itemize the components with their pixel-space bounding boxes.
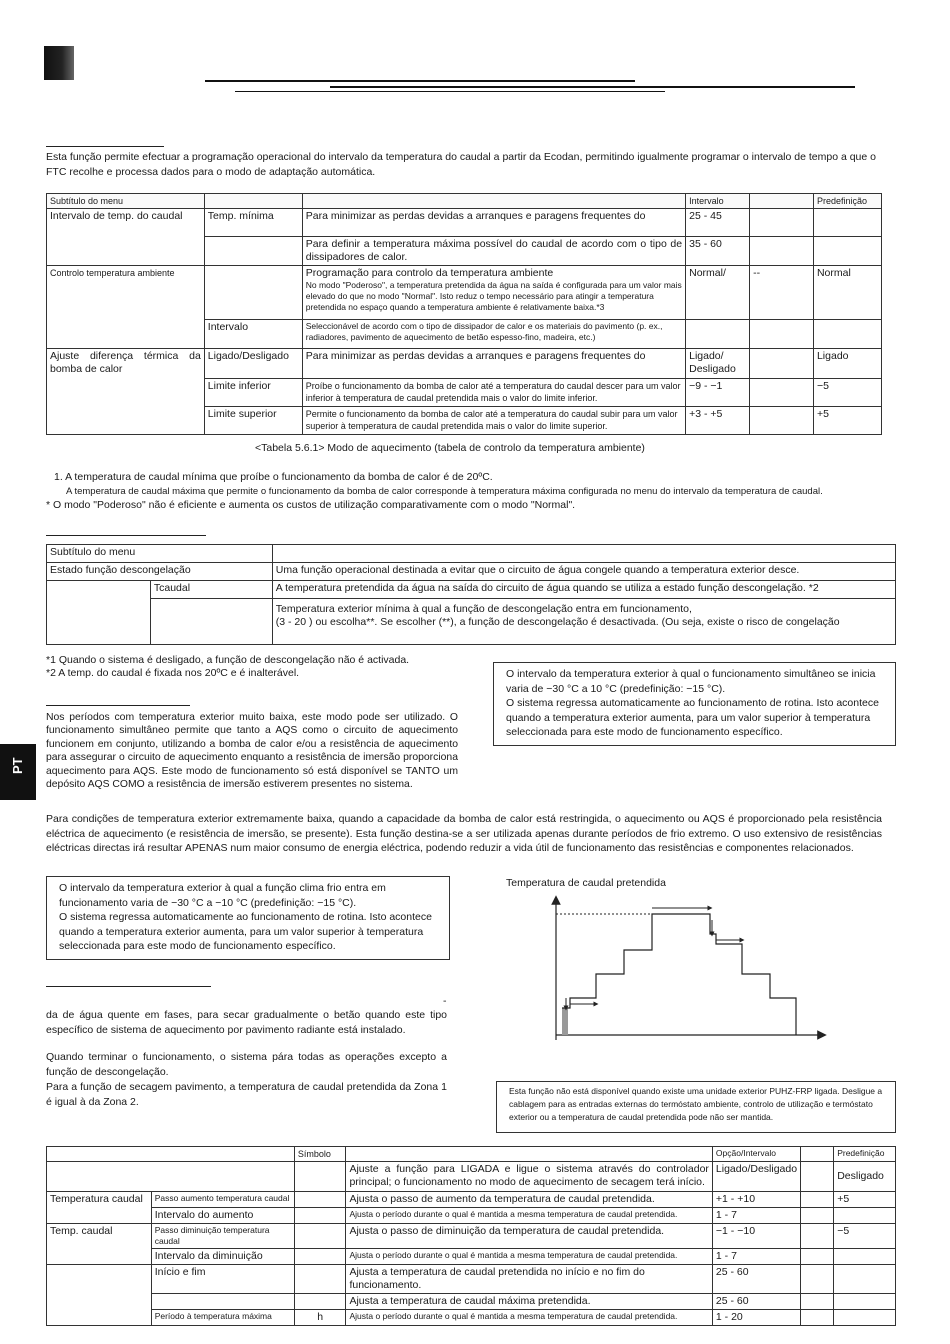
table-cell: Desligado — [834, 1162, 896, 1192]
table-cell — [834, 1208, 896, 1224]
table-cell: Para minimizar as perdas devidas a arranques e paragens frequentes do — [302, 349, 685, 379]
table-cell: +5 — [834, 1192, 896, 1208]
table-cell: 1 - 7 — [712, 1249, 800, 1265]
table-cell — [801, 1265, 834, 1294]
table-cell — [294, 1265, 346, 1294]
table-cell: +5 — [813, 407, 881, 435]
sec5-text-1: da de água quente em fases, para secar gradualmente o betão quando este tipo específico de sistema de aquecimento por pavimento radiante está instalado. — [46, 1009, 447, 1036]
table-cell: Ligado/Desligado — [712, 1162, 800, 1192]
table-cell: Ajusta o passo de diminuição da temperatura de caudal pretendida. — [346, 1224, 712, 1249]
table-cell — [47, 1162, 295, 1192]
table-cell: −1 - −10 — [712, 1224, 800, 1249]
cell-text: Temperatura exterior mínima à qual a função de descongelação entra em funcionamento, — [275, 603, 692, 615]
table-cell — [834, 1265, 896, 1294]
table-cell — [813, 320, 881, 349]
table-cell: Ligado/ Desligado — [686, 349, 750, 379]
table-cell — [686, 320, 750, 349]
flow-temp-table — [46, 193, 882, 435]
table-cell: Intervalo de temp. do caudal — [47, 209, 205, 266]
table-cell — [151, 1294, 294, 1310]
table-cell: Normal — [813, 266, 881, 320]
sec5-dash: - — [443, 995, 447, 1007]
table-cell: Para minimizar as perdas devidas a arranques e paragens frequentes do — [302, 209, 685, 237]
table-cell — [813, 209, 881, 237]
table-cell: Ajusta a temperatura de caudal máxima pretendida. — [346, 1294, 712, 1310]
table-cell: Ligado/Desligado — [204, 349, 302, 379]
table-cell: Temp. caudal — [47, 1224, 152, 1265]
notice-box — [496, 1081, 896, 1133]
section-marker-block — [44, 46, 74, 80]
table-header: Subtítulo do menu — [47, 545, 273, 563]
table-header-cell — [801, 1147, 834, 1162]
cell-text: Programação para controlo da temperatura ambiente — [305, 267, 554, 279]
table-cell — [750, 320, 814, 349]
target-flow-profile — [562, 914, 796, 1035]
table-header: Símbolo — [294, 1147, 346, 1162]
table-cell — [801, 1192, 834, 1208]
cell-text: No modo "Poderoso", a temperatura pretendida da água na saída é configurada para um valor mais elevado do que no modo "Normal". Isto reduz o tempo necessário para atingir a temperatura pretendida no espaço quando a temperatura ambiente é relativamente baixa.*3 — [305, 280, 682, 312]
freeze-stat-table — [46, 544, 896, 645]
table-header-cell — [750, 194, 814, 209]
table-cell: Ajusta a temperatura de caudal pretendida no início e no fim do funcionamento. — [346, 1265, 712, 1294]
language-tab-label: PT — [10, 757, 25, 774]
table-cell: 1 - 20 — [712, 1310, 800, 1326]
table-cell: Permite o funcionamento da bomba de calor até a temperatura do caudal subir para um valor superior à temperatura de caudal pretendida mais o valor do limite superior. — [302, 407, 685, 435]
table-cell: Estado função descongelação — [47, 563, 273, 581]
table-cell: Temp. mínima — [204, 209, 302, 237]
table-header-cell — [272, 545, 895, 563]
table-cell: Passo diminuição temperatura caudal — [151, 1224, 294, 1249]
box-text: Esta função não está disponível quando existe uma unidade exterior PUHZ-FRP ligada. Desligue a cablagem para as entradas externas do termóstato ambiente, controlo de utilização e termóstato exterior ou a temperatura de caudal pretendida pode não ser mantida. — [509, 1086, 883, 1122]
table-cell — [294, 1192, 346, 1208]
table-cell — [801, 1249, 834, 1265]
table-cell — [204, 266, 302, 320]
table-cell — [294, 1294, 346, 1310]
table-cell: Normal/ — [686, 266, 750, 320]
section-rule — [46, 986, 211, 987]
table-cell — [750, 209, 814, 237]
table-cell: Limite inferior — [204, 379, 302, 407]
table-cell: 25 - 45 — [686, 209, 750, 237]
table-cell — [294, 1249, 346, 1265]
table-cell: +3 - +5 — [686, 407, 750, 435]
table-cell — [150, 599, 272, 645]
table-cell — [801, 1162, 834, 1192]
table-cell — [813, 237, 881, 266]
table-cell: Para definir a temperatura máxima possível do caudal de acordo com o tipo de dissipadores de calor. — [302, 237, 685, 266]
table-cell — [834, 1294, 896, 1310]
table-header-cell — [302, 194, 685, 209]
sec4-info-box — [46, 876, 450, 960]
table-cell: 35 - 60 — [686, 237, 750, 266]
footnote-2: *2 A temp. do caudal é fixada nos 20ºC e é inalterável. — [46, 667, 300, 679]
floor-dryup-table — [46, 1146, 896, 1326]
table-cell: Proíbe o funcionamento da bomba de calor até a temperatura do caudal descer para um valor inferior à temperatura de caudal pretendida mais o valor do limite inferior. — [302, 379, 685, 407]
table-cell: Seleccionável de acordo com o tipo de dissipador de calor e os materiais do pavimento (p. ex., radiadores, pavimento de aquecimento de betão espesso-fino, madeira, etc.) — [302, 320, 685, 349]
table-cell — [750, 379, 814, 407]
sec3-info-box — [493, 662, 896, 746]
table-cell: 25 - 60 — [712, 1265, 800, 1294]
table-cell — [294, 1208, 346, 1224]
table-header: Predefinição — [834, 1147, 896, 1162]
box-text: O intervalo da temperatura exterior à qual a função clima frio entra em funcionamento varia de −30 °C a −10 °C (predefinição: −15 °C). O sistema regressa automaticamente ao funcionamento de rotina. Isto acontece quando a temperatura exterior aumenta, para um valor superior à temperatura seleccionada para este modo de funcionamento específico. — [59, 882, 432, 952]
table-cell: -- — [750, 266, 814, 320]
chart-title: Temperatura de caudal pretendida — [506, 877, 666, 889]
table-cell: h — [294, 1310, 346, 1326]
table-cell — [834, 1249, 896, 1265]
table-cell — [801, 1208, 834, 1224]
note-3: * O modo "Poderoso" não é eficiente e aumenta os custos de utilização comparativamente com o modo "Normal". — [46, 499, 576, 511]
table-cell: −9 - −1 — [686, 379, 750, 407]
header-rule-1 — [205, 80, 635, 82]
table-cell: Controlo temperatura ambiente — [47, 266, 205, 349]
table-cell: 1 - 7 — [712, 1208, 800, 1224]
language-tab — [0, 744, 36, 800]
table-cell — [834, 1310, 896, 1326]
note-2: A temperatura de caudal máxima que permite o funcionamento da bomba de calor corresponde à temperatura máxima configurada no menu do intervalo da temperatura de caudal. — [66, 486, 823, 497]
cell-text: (3 - 20 ) ou escolha**. Se escolher (**), a função de descongelação é desactivada. (Ou seja, existe o risco de congelação — [275, 616, 840, 628]
table-cell — [294, 1162, 346, 1192]
sec1-intro: Esta função permite efectuar a programação operacional do intervalo da temperatura do caudal a partir da Ecodan, permitindo igualmente programar o intervalo de tempo a que o FTC recolhe e processa dados para o modo de adaptação automática. — [46, 151, 876, 178]
table-cell: A temperatura pretendida da água na saída do circuito de água quando se utiliza a estado função descongelação. *2 — [272, 581, 895, 599]
header-rule-2 — [330, 86, 855, 88]
table-cell — [750, 407, 814, 435]
table-cell — [801, 1294, 834, 1310]
table-header-cell — [346, 1147, 712, 1162]
sec5-text-2: Quando terminar o funcionamento, o sistema pára todas as operações excepto a função de descongelação. — [46, 1051, 447, 1078]
table-cell: Intervalo — [204, 320, 302, 349]
table-cell — [204, 237, 302, 266]
table-header: Predefinição — [813, 194, 881, 209]
table-cell — [47, 581, 151, 645]
box-text: O intervalo da temperatura exterior à qual o funcionamento simultâneo se inicia varia de −30 °C a 10 °C (predefinição: −15 °C). O sistema regressa automaticamente ao funcionamento de rotina. Isto acontece quando a temperatura exterior aumenta, para um valor superior à temperatura seleccionada para este modo de funcionamento específico. — [506, 668, 879, 738]
note-1: 1. A temperatura de caudal mínima que proíbe o funcionamento da bomba de calor é de 20ºC. — [54, 471, 493, 483]
section-rule — [46, 146, 164, 147]
table-cell: Período à temperatura máxima — [151, 1310, 294, 1326]
table-cell — [302, 266, 685, 320]
header-rule-3 — [235, 91, 665, 92]
table-header: Intervalo — [686, 194, 750, 209]
table-cell: Tcaudal — [150, 581, 272, 599]
table-cell — [801, 1310, 834, 1326]
table-cell: Ajusta o período durante o qual é mantida a mesma temperatura de caudal pretendida. — [346, 1310, 712, 1326]
table-cell — [750, 237, 814, 266]
floor-dryup-chart — [540, 890, 830, 1050]
table-header: Opção/Intervalo — [712, 1147, 800, 1162]
table-cell: Intervalo do aumento — [151, 1208, 294, 1224]
sec4-text: Para condições de temperatura exterior extremamente baixa, quando a capacidade da bomba de calor está restringida, o aquecimento ou AQS é proporcionado pela resistência eléctrica de aquecimento (e resistência de imersão, se presente). Esta função destina-se a ser utilizada apenas durante períodos de frio extremo. O uso extensivo de resistências eléctricas directas irá resultar APENAS num maior consumo de energia eléctrica, podendo reduzir a vida útil de funcionamento das resistências e componentes relacionados. — [46, 813, 882, 854]
sec3-text: Nos períodos com temperatura exterior muito baixa, este modo pode ser utilizado. O funcionamento simultâneo permite que tanto a AQS como o circuito de aquecimento funcionem em conjunto, utilizando a bomba de calor e/ou a resistência de aquecimento para assegurar o circuito de aquecimento enquanto a resistência de imersão proporciona aquecimento para AQS. Este modo de funcionamento só está disponível se TANTO um depósito AQS COMO a resistência de imersão estiverem presentes no sistema. — [46, 712, 458, 791]
footnote-1: *1 Quando o sistema é desligado, a função de descongelação não é activada. — [46, 654, 410, 666]
table-cell: Ajuste a função para LIGADA e ligue o sistema através do controlador principal; o funcionamento no modo de aquecimento de secagem terá início. — [346, 1162, 712, 1192]
table-cell: Passo aumento temperatura caudal — [151, 1192, 294, 1208]
start-period-bar — [562, 1008, 568, 1035]
table-cell — [801, 1224, 834, 1249]
table-cell — [47, 1265, 152, 1326]
table-cell: −5 — [834, 1224, 896, 1249]
table-cell: Ajuste diferença térmica da bomba de calor — [47, 349, 205, 435]
table-cell — [750, 349, 814, 379]
table-cell: Ajusta o passo de aumento da temperatura de caudal pretendida. — [346, 1192, 712, 1208]
table-cell — [272, 599, 895, 645]
table-cell — [294, 1224, 346, 1249]
section-rule — [46, 705, 190, 706]
table-caption: <Tabela 5.6.1> Modo de aquecimento (tabela de controlo da temperatura ambiente) — [255, 442, 645, 454]
table-cell: Início e fim — [151, 1265, 294, 1294]
table-cell: −5 — [813, 379, 881, 407]
sec5-text-3: Para a função de secagem pavimento, a temperatura de caudal pretendida da Zona 1 é igual à da Zona 2. — [46, 1081, 447, 1108]
table-cell: Uma função operacional destinada a evitar que o circuito de água congele quando a temperatura exterior desce. — [272, 563, 895, 581]
table-cell: Ajusta o período durante o qual é mantida a mesma temperatura de caudal pretendida. — [346, 1208, 712, 1224]
section-rule — [46, 535, 206, 536]
table-cell: Ligado — [813, 349, 881, 379]
table-cell: Limite superior — [204, 407, 302, 435]
table-cell: Temperatura caudal — [47, 1192, 152, 1224]
table-header-cell — [204, 194, 302, 209]
table-cell: Intervalo da diminuição — [151, 1249, 294, 1265]
table-header-cell — [47, 1147, 295, 1162]
table-cell: 25 - 60 — [712, 1294, 800, 1310]
table-header: Subtítulo do menu — [47, 194, 205, 209]
table-cell: +1 - +10 — [712, 1192, 800, 1208]
table-cell: Ajusta o período durante o qual é mantida a mesma temperatura de caudal pretendida. — [346, 1249, 712, 1265]
